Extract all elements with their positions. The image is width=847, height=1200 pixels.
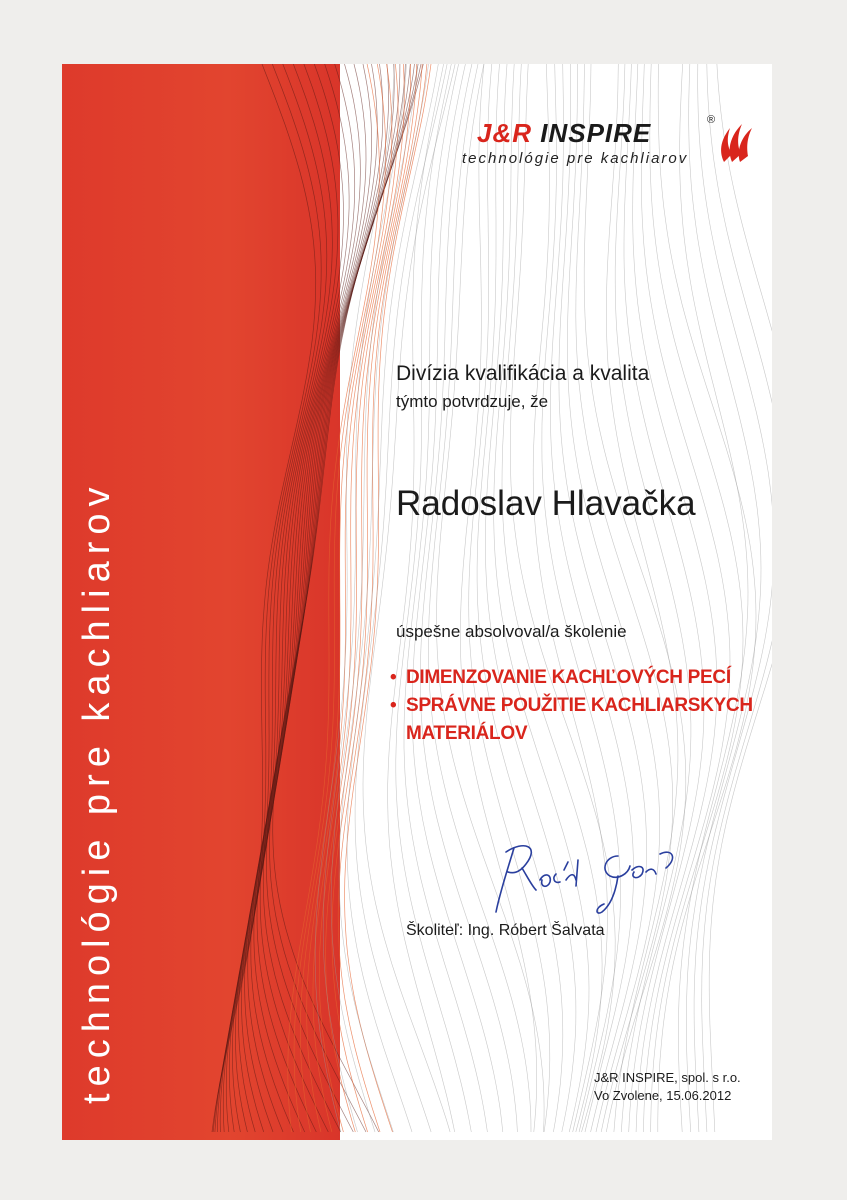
issue-place-date: Vo Zvolene, 15.06.2012 [594, 1088, 732, 1103]
registered-mark: ® [707, 114, 716, 126]
wave-line [550, 64, 633, 1132]
wave-line [494, 64, 589, 1132]
trainer-signature [478, 834, 698, 924]
course-title: DIMENZOVANIE KACHĽOVÝCH PECÍ [406, 667, 731, 688]
wave-line [542, 64, 621, 1132]
logo-inspire: INSPIRE [540, 118, 652, 148]
wave-line [260, 64, 410, 1132]
wave-line [686, 64, 761, 1132]
wave-line [485, 64, 576, 1132]
wave-line [215, 64, 327, 1132]
wave-line [559, 64, 647, 1132]
logo-tagline: technológie pre kachliarov [462, 150, 689, 167]
wave-line [235, 64, 366, 1132]
flame-icon [716, 118, 754, 166]
side-band-vertical-text: technológie pre kachliarov [76, 480, 118, 1104]
wave-line [502, 64, 602, 1132]
completion-text: úspešne absolvoval/a školenie [396, 622, 627, 641]
wave-line [326, 64, 417, 1132]
wave-line [702, 64, 772, 1132]
wave-line [338, 64, 427, 1132]
wave-line [615, 64, 691, 1132]
wave-line [300, 64, 392, 1132]
course-list [390, 664, 770, 748]
course-item [390, 664, 770, 692]
wave-line [469, 64, 550, 1132]
course-item [390, 692, 770, 748]
wave-line [331, 64, 418, 1132]
wave-line [477, 64, 563, 1132]
wave-line [307, 64, 398, 1132]
wave-line [533, 64, 607, 1132]
trainer-line: Školiteľ: Ing. Róbert Šalvata [406, 922, 605, 939]
confirmation-text: týmto potvrdzuje, že [396, 392, 549, 411]
certificate-sheet [62, 64, 772, 1140]
wave-line [404, 64, 487, 1132]
wave-line [650, 64, 743, 1132]
decorative-wave-lines [62, 64, 772, 1140]
wave-line [313, 64, 404, 1132]
wave-line [624, 64, 704, 1132]
bullet: • [390, 667, 397, 688]
wave-line [254, 64, 400, 1132]
wave-line [658, 64, 756, 1132]
wave-line [633, 64, 717, 1132]
logo-jr: J&R [477, 118, 533, 148]
wave-line [257, 64, 405, 1132]
issuer-company: J&R INSPIRE, spol. s r.o. [594, 1070, 741, 1085]
course-title: SPRÁVNE POUŽITIE KACHLIARSKYCH [406, 695, 753, 716]
wave-line [220, 64, 338, 1132]
course-title-continued: MATERIÁLOV [406, 723, 528, 744]
wave-line [678, 64, 748, 1132]
division-title: Divízia kvalifikácia a kvalita [396, 362, 650, 385]
wave-line [709, 64, 772, 1132]
wave-line [437, 64, 545, 1132]
wave-line [460, 64, 536, 1132]
wave-line [584, 64, 686, 1132]
logo-wordmark [477, 118, 651, 149]
wave-line [641, 64, 730, 1132]
bullet: • [390, 695, 397, 716]
recipient-name: Radoslav Hlavačka [396, 484, 696, 523]
wave-line [567, 64, 659, 1132]
company-logo [462, 114, 772, 174]
wave-line [412, 64, 503, 1132]
